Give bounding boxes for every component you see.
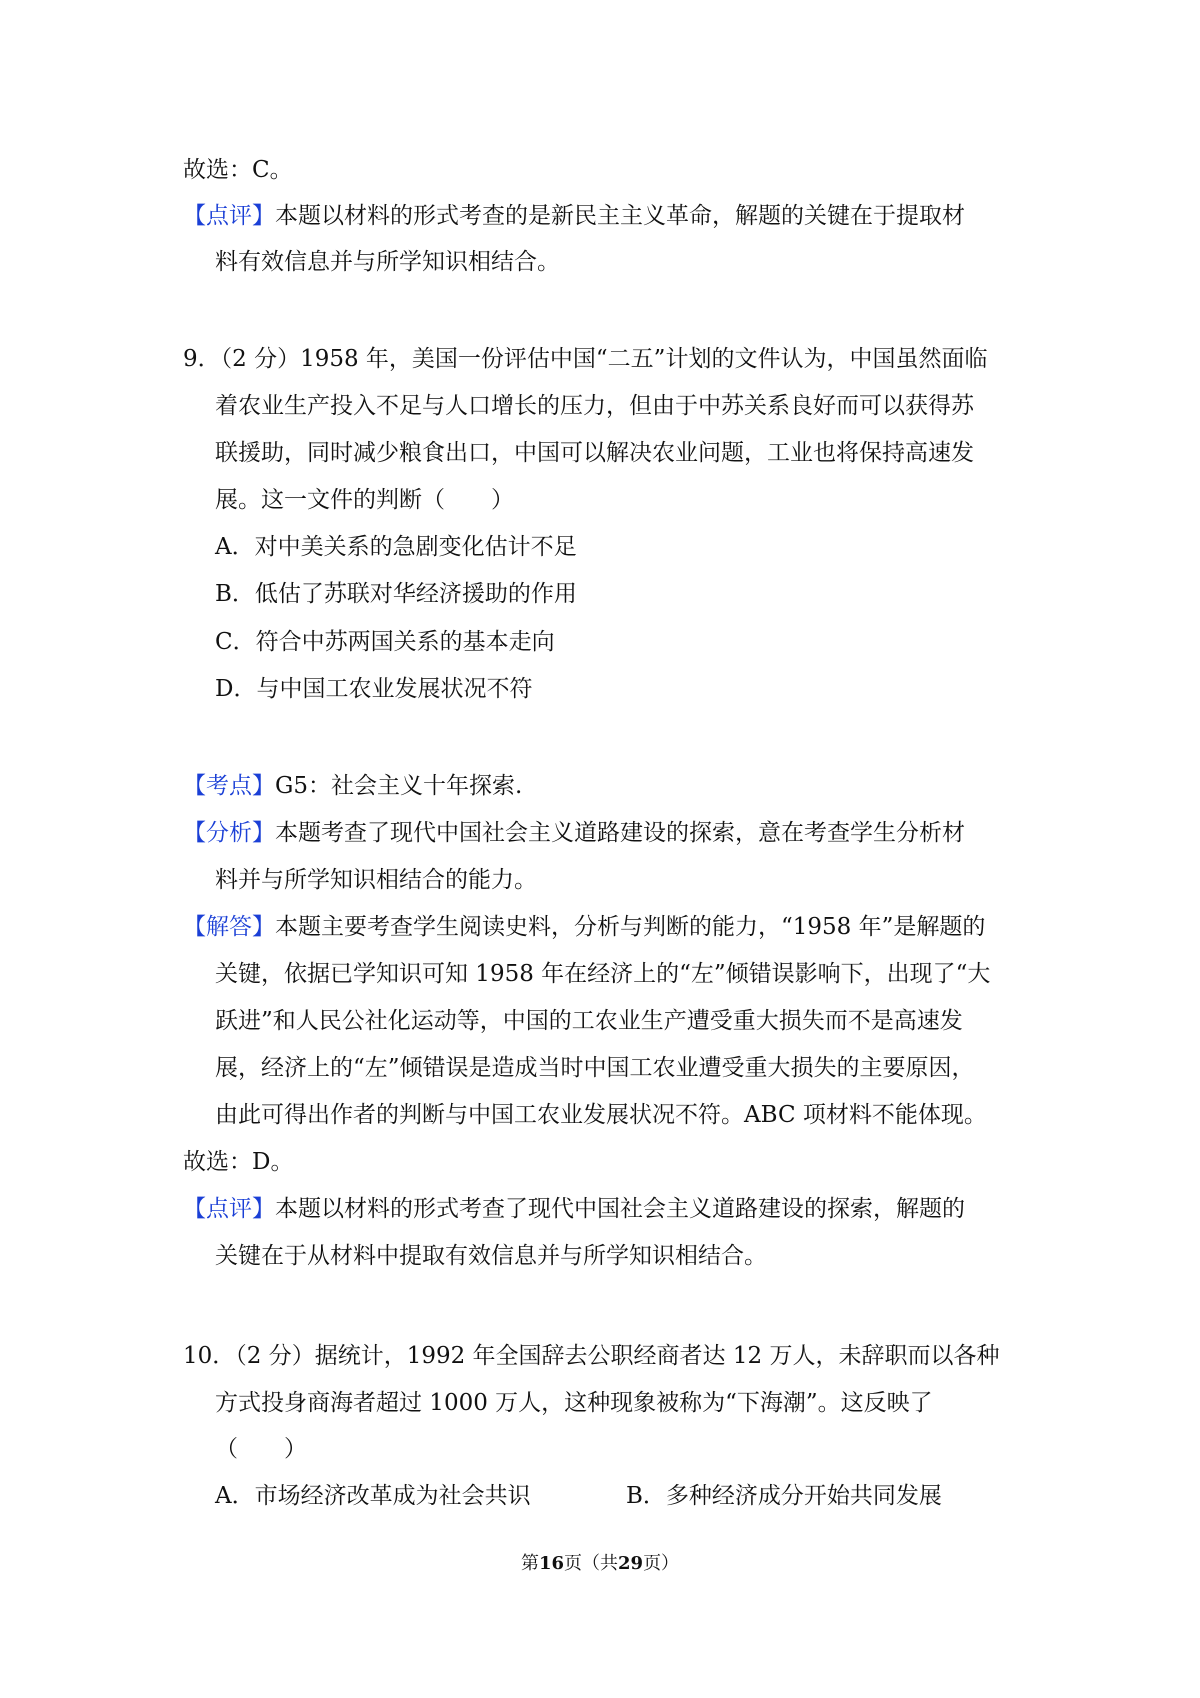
dianping-tag: 【点评】 xyxy=(183,1196,275,1222)
q10-stem-line1: 10．（2 分）据统计，1992 年全国辞去公职经商者达 12 万人，未辞职而以各种 xyxy=(183,1343,1000,1369)
q9-option-c: C．符合中苏两国关系的基本走向 xyxy=(215,629,555,655)
q9-jieda xyxy=(183,911,985,943)
footer-mid: 页（共 xyxy=(564,1553,618,1574)
q9-fenxi-cont: 料并与所学知识相结合的能力。 xyxy=(215,867,537,893)
q9-option-d: D．与中国工农业发展状况不符 xyxy=(215,676,533,702)
q9-stem-line3: 联援助，同时减少粮食出口，中国可以解决农业问题，工业也将保持高速发 xyxy=(215,440,974,466)
q9-jieda-line2: 关键，依据已学知识可知 1958 年在经济上的“左”倾错误影响下，出现了“大 xyxy=(215,961,991,987)
comment-tag: 【点评】 xyxy=(183,203,275,229)
footer-post: 页） xyxy=(643,1553,680,1574)
prev-comment xyxy=(183,200,965,232)
q9-fenxi xyxy=(183,817,965,849)
kaodian-text: G5：社会主义十年探索. xyxy=(275,773,523,799)
q9-stem-line1: 9．（2 分）1958 年，美国一份评估中国“二五”计划的文件认为，中国虽然面临 xyxy=(183,346,988,372)
kaodian-tag: 【考点】 xyxy=(183,773,275,799)
q9-option-b: B．低估了苏联对华经济援助的作用 xyxy=(215,581,577,607)
q9-stem-line2: 着农业生产投入不足与人口增长的压力，但由于中苏关系良好而可以获得苏 xyxy=(215,393,974,419)
footer-page-number: 16 xyxy=(538,1553,564,1574)
q9-dianping-cont: 关键在于从材料中提取有效信息并与所学知识相结合。 xyxy=(215,1243,767,1269)
prev-comment-cont: 料有效信息并与所学知识相结合。 xyxy=(215,249,560,275)
q9-jieda-line3: 跃进”和人民公社化运动等，中国的工农业生产遭受重大损失而不是高速发 xyxy=(215,1008,963,1034)
footer-total-pages: 29 xyxy=(618,1553,644,1574)
page-footer xyxy=(0,1552,1200,1576)
q10-option-b: B．多种经济成分开始共同发展 xyxy=(626,1483,942,1509)
fenxi-tag: 【分析】 xyxy=(183,820,275,846)
comment-text: 本题以材料的形式考查的是新民主主义革命，解题的关键在于提取材 xyxy=(275,203,965,229)
footer-pre: 第 xyxy=(520,1553,539,1574)
q9-dianping xyxy=(183,1193,965,1225)
dianping-text: 本题以材料的形式考查了现代中国社会主义道路建设的探索，解题的 xyxy=(275,1196,965,1222)
q9-option-a: A．对中美关系的急剧变化估计不足 xyxy=(215,534,577,560)
q10-stem-line2: 方式投身商海者超过 1000 万人，这种现象被称为“下海潮”。这反映了 xyxy=(215,1390,933,1416)
q9-answer: 故选：D。 xyxy=(183,1149,294,1175)
q10-stem-line3: （ ） xyxy=(215,1436,307,1462)
q9-jieda-line4: 展，经济上的“左”倾错误是造成当时中国工农业遭受重大损失的主要原因， xyxy=(215,1055,975,1081)
prev-answer: 故选：C。 xyxy=(183,157,293,183)
q10-option-a: A．市场经济改革成为社会共识 xyxy=(215,1483,531,1509)
jieda-tag: 【解答】 xyxy=(183,914,275,940)
jieda-text: 本题主要考查学生阅读史料，分析与判断的能力，“1958 年”是解题的 xyxy=(275,914,986,940)
q9-jieda-line5: 由此可得出作者的判断与中国工农业发展状况不符。ABC 项材料不能体现。 xyxy=(215,1102,987,1128)
q9-stem-line4: 展。这一文件的判断（ ） xyxy=(215,487,514,513)
fenxi-text: 本题考查了现代中国社会主义道路建设的探索，意在考查学生分析材 xyxy=(275,820,965,846)
q9-kaodian xyxy=(183,770,522,802)
